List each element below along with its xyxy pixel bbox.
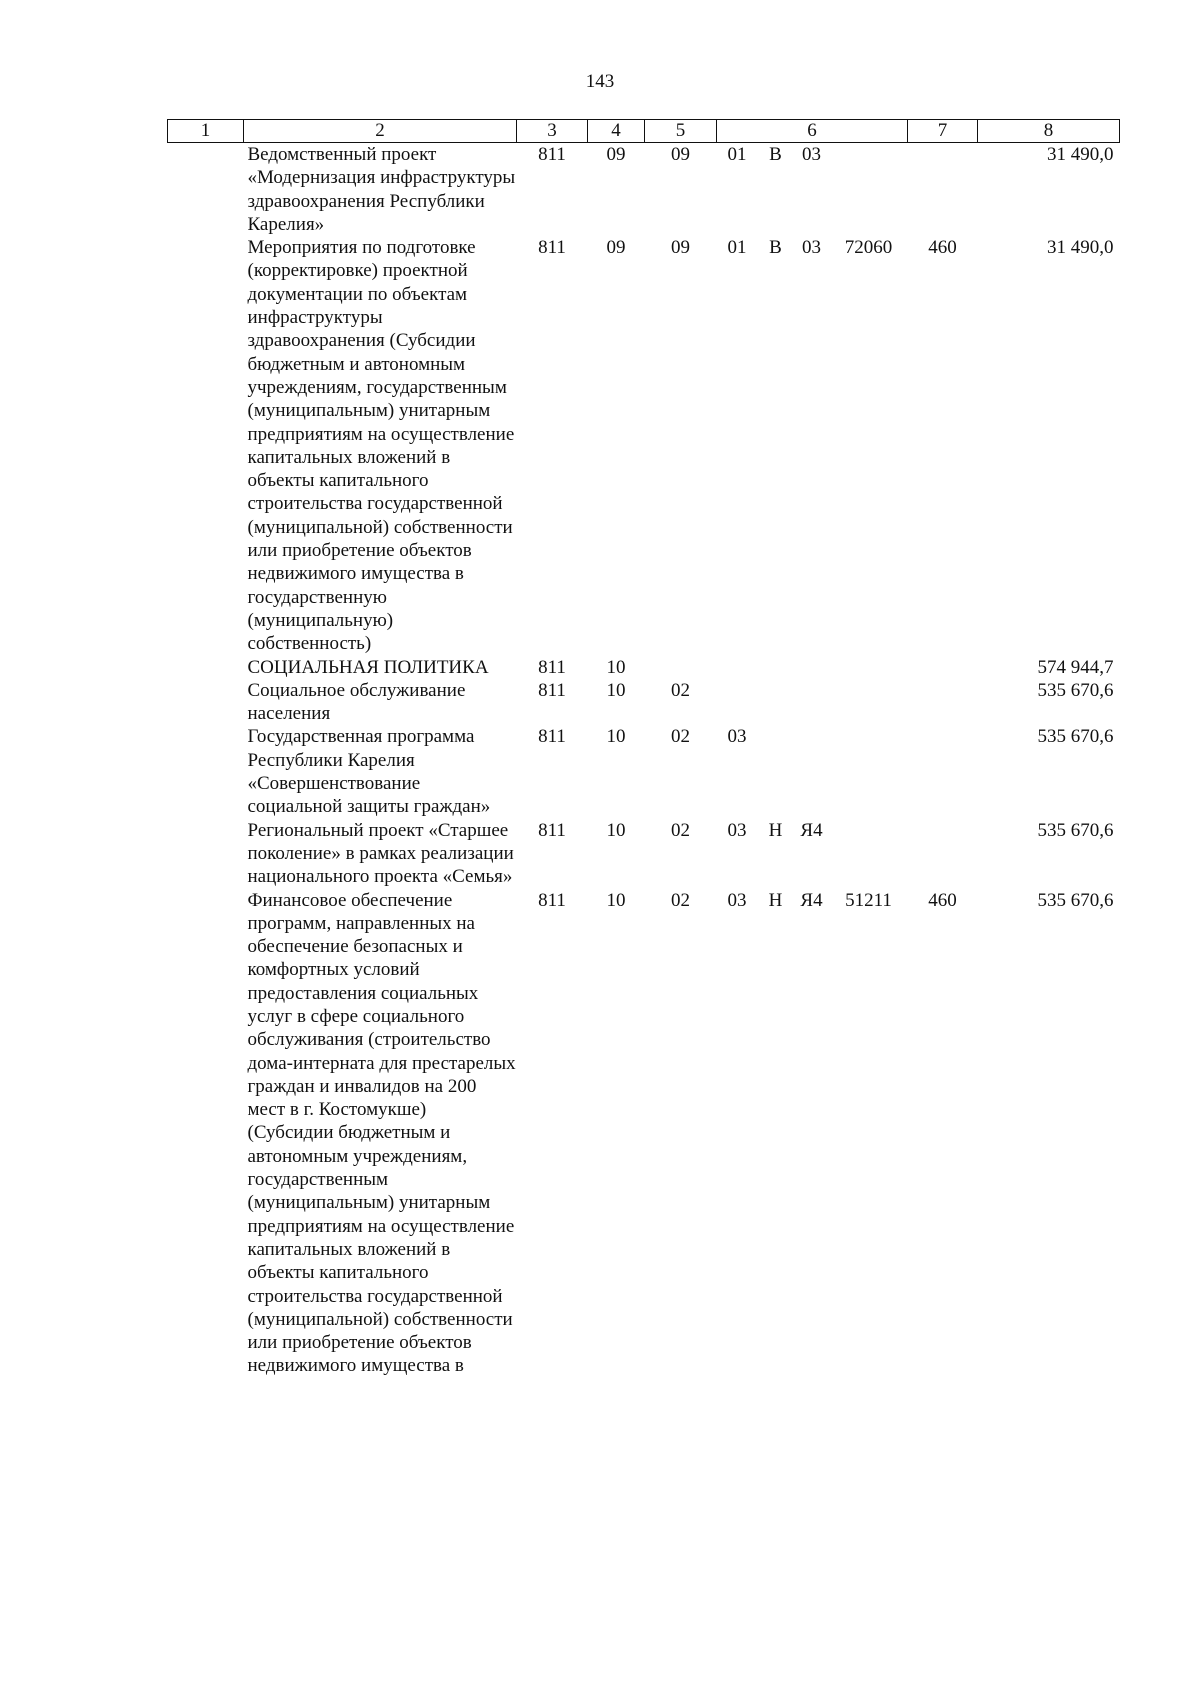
cell-amount: 535 670,6 [1037, 889, 1114, 911]
cell-expense-type [908, 679, 978, 726]
cell-subsection: 02 [671, 819, 690, 841]
cell-target-program: 01 [727, 237, 747, 259]
cell-amount: 574 944,7 [1037, 656, 1114, 678]
column-header-5: 5 [645, 120, 717, 143]
cell-name: Финансовое обеспечение программ, направленных на обеспечение безопасных и комфортных условий предоставления социальных услуг в сфере социального обслуживания (строительство дома-интерната для престарелых граждан и инвалидов на 200 мест в г. Костомукше) (Субсидии бюджетным и автономным учреждениям, государственным (муниципальным) унитарным предприятиям на осуществление капитальных вложений в объекты капитального строительства государственной (муниципальной) собственности или приобретение объектов недвижимого имущества в [247, 889, 516, 1377]
cell-target-subprogram: В [769, 144, 782, 165]
cell-admin-code: 811 [538, 819, 566, 841]
budget-table [167, 119, 1120, 1378]
cell-col-1 [168, 656, 244, 679]
cell-target-direction [830, 725, 908, 818]
column-header-8: 8 [978, 120, 1120, 143]
cell-expense-type [908, 725, 978, 818]
cell-admin-code: 811 [538, 144, 566, 165]
cell-col-1 [168, 889, 244, 1378]
cell-target-direction: 72060 [844, 237, 893, 259]
cell-target-event: Я4 [800, 819, 823, 841]
cell-expense-type: 460 [928, 237, 957, 259]
cell-target-direction [830, 143, 908, 237]
column-header-3: 3 [517, 120, 588, 143]
cell-section: 10 [606, 679, 626, 701]
cell-target-subprogram: Н [768, 889, 783, 911]
cell-name: Государственная программа Республики Карелия «Совершенствование социальной защиты граждан» [247, 726, 491, 818]
cell-section: 10 [606, 819, 626, 841]
cell-admin-code: 811 [538, 726, 566, 748]
cell-amount: 535 670,6 [1037, 819, 1114, 841]
cell-target-subprogram [758, 656, 794, 679]
cell-subsection: 02 [671, 679, 690, 701]
cell-expense-type [908, 656, 978, 679]
table-row [168, 236, 1120, 655]
cell-target-event: 03 [802, 237, 821, 259]
cell-target-program [717, 656, 758, 679]
cell-target-event [794, 679, 830, 726]
cell-name: Ведомственный проект «Модернизация инфраструктуры здравоохранения Республики Карелия» [247, 144, 516, 235]
cell-target-program: 01 [727, 144, 747, 165]
table-body [168, 143, 1120, 1378]
cell-target-subprogram: Н [768, 819, 783, 841]
cell-section: 09 [606, 237, 626, 259]
cell-name: Мероприятия по подготовке (корректировке) проектной документации по объектам инфраструктуры здравоохранения (Субсидии бюджетным и автономным учреждениям, государственным (муниципальным) унитарным предприятиям на осуществление капитальных вложений в объекты капитального строительства государственной (муниципальной) собственности или приобретение объектов недвижимого имущества в государственную (муниципальную) собственность) [247, 237, 515, 655]
cell-target-direction [830, 679, 908, 726]
cell-amount: 31 490,0 [1047, 144, 1114, 165]
table-row [168, 143, 1120, 237]
cell-target-direction: 51211 [845, 889, 892, 911]
cell-target-program: 03 [727, 726, 747, 748]
cell-target-event [794, 725, 830, 818]
cell-target-program [717, 679, 758, 726]
cell-amount: 535 670,6 [1037, 679, 1114, 701]
cell-amount: 31 490,0 [1047, 237, 1114, 259]
cell-target-direction [830, 819, 908, 889]
cell-section: 10 [606, 726, 626, 748]
cell-admin-code: 811 [538, 237, 566, 259]
cell-target-event: Я4 [800, 889, 823, 911]
cell-subsection: 09 [671, 237, 690, 259]
cell-section: 09 [606, 144, 626, 165]
cell-col-1 [168, 236, 244, 655]
cell-section: 10 [606, 656, 626, 678]
column-header-7: 7 [908, 120, 978, 143]
cell-admin-code: 811 [538, 656, 566, 678]
cell-target-subprogram: В [769, 237, 782, 259]
cell-col-1 [168, 143, 244, 237]
cell-subsection: 02 [671, 726, 690, 748]
column-header-6: 6 [717, 120, 908, 143]
table-row [168, 725, 1120, 818]
table-row [168, 889, 1120, 1378]
cell-target-program: 03 [727, 819, 747, 841]
cell-col-1 [168, 819, 244, 889]
page-number: 143 [585, 71, 615, 92]
cell-target-subprogram [758, 725, 794, 818]
cell-target-program: 03 [727, 889, 747, 911]
cell-expense-type [908, 819, 978, 889]
cell-subsection [645, 656, 717, 679]
cell-amount: 535 670,6 [1037, 726, 1114, 748]
cell-name: Социальное обслуживание населения [247, 679, 466, 725]
cell-section: 10 [606, 889, 626, 911]
table-row [168, 819, 1120, 889]
column-header-2: 2 [244, 120, 517, 143]
table-header-row [168, 120, 1120, 143]
cell-expense-type [908, 143, 978, 237]
cell-name: Региональный проект «Старшее поколение» в рамках реализации национального проекта «Семья» [247, 819, 514, 888]
cell-subsection: 09 [671, 144, 690, 165]
cell-name: СОЦИАЛЬНАЯ ПОЛИТИКА [247, 656, 489, 678]
cell-admin-code: 811 [538, 679, 566, 701]
cell-admin-code: 811 [538, 889, 566, 911]
column-header-4: 4 [588, 120, 645, 143]
cell-target-event [794, 656, 830, 679]
cell-col-1 [168, 679, 244, 726]
cell-target-subprogram [758, 679, 794, 726]
table-row [168, 679, 1120, 726]
cell-target-event: 03 [802, 144, 821, 165]
table-row [168, 656, 1120, 679]
cell-subsection: 02 [671, 889, 690, 911]
cell-target-direction [830, 656, 908, 679]
column-header-1: 1 [168, 120, 244, 143]
cell-col-1 [168, 725, 244, 818]
cell-expense-type: 460 [928, 889, 957, 911]
